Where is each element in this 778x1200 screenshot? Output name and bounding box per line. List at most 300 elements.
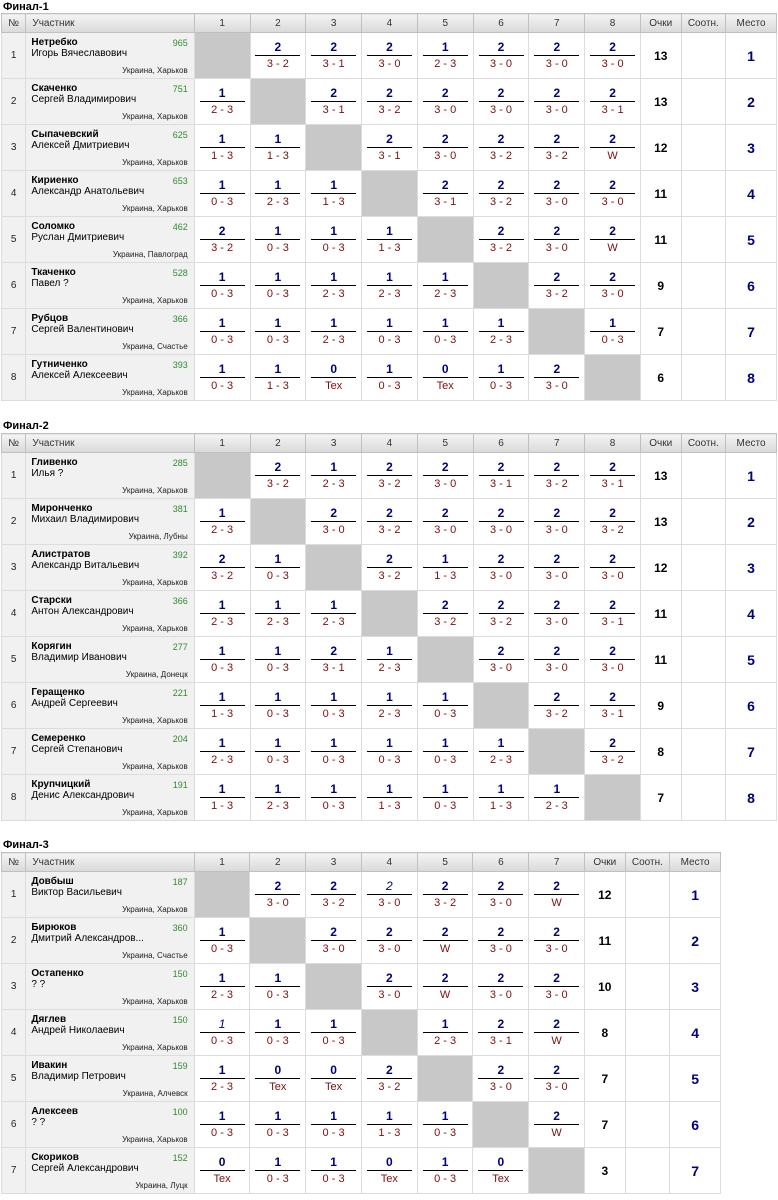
header-points: Очки [585, 853, 626, 872]
match-points: 1 [200, 506, 245, 522]
match-cell[interactable] [361, 872, 417, 918]
player-last-name[interactable]: Ткаченко [31, 267, 76, 278]
player-rating: 381 [172, 504, 188, 514]
match-points: 2 [367, 460, 412, 476]
match-cell[interactable] [361, 1148, 417, 1194]
match-score: 0 - 3 [322, 1172, 345, 1185]
final-place: 3 [726, 125, 777, 171]
match-cell[interactable] [417, 309, 473, 355]
ratio-cell [681, 453, 726, 499]
match-score: 3 - 0 [322, 523, 345, 536]
match-cell[interactable] [362, 637, 418, 683]
match-cell[interactable] [473, 453, 529, 499]
match-cell[interactable] [529, 872, 585, 918]
match-result [534, 178, 579, 209]
player-last-name[interactable]: Ивакин [31, 1060, 68, 1071]
match-cell[interactable] [306, 683, 362, 729]
header-opponent-6: 6 [473, 853, 529, 872]
match-cell[interactable] [250, 775, 306, 821]
match-cell[interactable] [417, 872, 473, 918]
match-cell[interactable] [473, 637, 529, 683]
player-city: Украина, Харьков [122, 388, 188, 397]
player-cell [26, 1010, 194, 1056]
match-cell[interactable] [473, 729, 529, 775]
row-number: 6 [2, 263, 26, 309]
match-cell[interactable] [194, 171, 250, 217]
header-opponent-7: 7 [529, 14, 585, 33]
match-cell[interactable] [417, 125, 473, 171]
match-cell[interactable] [529, 1102, 585, 1148]
match-points: 1 [311, 1109, 356, 1125]
match-score: 3 - 0 [490, 57, 513, 70]
final-place: 5 [670, 1056, 721, 1102]
match-points: 1 [311, 270, 356, 286]
match-cell[interactable] [250, 964, 306, 1010]
match-cell[interactable] [361, 1102, 417, 1148]
match-score: 0 - 3 [434, 333, 457, 346]
match-result [367, 224, 412, 255]
match-result [311, 690, 356, 721]
player-last-name[interactable]: Соломко [31, 221, 76, 232]
header-points: Очки [640, 14, 681, 33]
match-points: 2 [534, 362, 579, 378]
self-match-cell [306, 964, 362, 1010]
match-cell[interactable] [417, 171, 473, 217]
match-cell[interactable] [250, 309, 306, 355]
match-cell[interactable] [529, 33, 585, 79]
match-cell[interactable] [194, 217, 250, 263]
match-cell[interactable] [306, 79, 362, 125]
match-cell[interactable] [417, 591, 473, 637]
match-cell[interactable] [250, 872, 306, 918]
match-cell[interactable] [417, 453, 473, 499]
player-first-name: Александр Витальевич [31, 560, 140, 571]
match-points: 2 [479, 86, 524, 102]
match-score: 0 - 3 [266, 333, 289, 346]
match-cell[interactable] [529, 1056, 585, 1102]
player-last-name[interactable]: Семеренко [31, 733, 86, 744]
table-row [2, 637, 777, 683]
match-score: 2 - 3 [211, 1080, 234, 1093]
match-cell[interactable] [362, 499, 418, 545]
match-cell[interactable] [194, 545, 250, 591]
match-cell[interactable] [417, 729, 473, 775]
match-points: 1 [367, 690, 412, 706]
match-points: 1 [311, 690, 356, 706]
match-cell[interactable] [194, 637, 250, 683]
match-score: 2 - 3 [322, 333, 345, 346]
results-table-final-1 [1, 13, 777, 401]
match-cell[interactable] [250, 683, 306, 729]
player-last-name[interactable]: Алексеев [31, 1106, 79, 1117]
match-cell[interactable] [306, 263, 362, 309]
match-cell[interactable] [585, 637, 641, 683]
match-cell[interactable] [529, 545, 585, 591]
match-cell[interactable] [306, 171, 362, 217]
match-result [255, 40, 300, 71]
match-points: 2 [479, 224, 524, 240]
match-cell[interactable] [529, 171, 585, 217]
match-result [423, 1017, 468, 1048]
match-cell[interactable] [417, 683, 473, 729]
match-cell[interactable] [361, 1056, 417, 1102]
match-cell[interactable] [362, 545, 418, 591]
player-last-name[interactable]: Остапенко [31, 968, 84, 979]
match-points: 1 [367, 644, 412, 660]
match-cell[interactable] [529, 1010, 585, 1056]
match-cell[interactable] [417, 33, 473, 79]
ratio-cell [681, 79, 726, 125]
match-cell[interactable] [250, 591, 306, 637]
match-points: 1 [200, 971, 245, 987]
match-cell[interactable] [194, 1056, 250, 1102]
match-cell[interactable] [362, 33, 418, 79]
player-last-name[interactable]: Гливенко [31, 457, 78, 468]
match-cell[interactable] [529, 79, 585, 125]
match-points: 1 [423, 552, 468, 568]
match-score: 3 - 0 [545, 195, 568, 208]
match-score: 0 - 3 [601, 333, 624, 346]
match-cell[interactable] [473, 872, 529, 918]
match-cell[interactable] [417, 263, 473, 309]
match-result [255, 460, 300, 491]
match-cell[interactable] [306, 217, 362, 263]
total-points: 9 [640, 263, 681, 309]
match-cell[interactable] [529, 683, 585, 729]
match-cell[interactable] [306, 1010, 362, 1056]
match-points: 2 [367, 40, 412, 56]
player-city: Украина, Павлоград [112, 250, 188, 259]
match-cell[interactable] [362, 79, 418, 125]
match-result [311, 224, 356, 255]
player-last-name[interactable]: Алистратов [31, 549, 91, 560]
player-last-name[interactable]: Бирюков [31, 922, 77, 933]
match-score: 2 - 3 [490, 333, 513, 346]
player-rating: 462 [172, 222, 188, 232]
match-score: 3 - 2 [601, 523, 624, 536]
match-cell[interactable] [194, 918, 250, 964]
match-cell[interactable] [585, 453, 641, 499]
match-cell[interactable] [362, 125, 418, 171]
row-number: 6 [2, 683, 26, 729]
match-cell[interactable] [194, 1102, 250, 1148]
final-place: 1 [670, 872, 721, 918]
player-last-name[interactable]: Кириенко [31, 175, 79, 186]
player-last-name[interactable]: Довбыш [31, 876, 74, 887]
match-points: 2 [479, 552, 524, 568]
match-cell[interactable] [585, 729, 641, 775]
match-cell[interactable] [362, 729, 418, 775]
match-cell[interactable] [306, 355, 362, 401]
header-opponent-1: 1 [194, 14, 250, 33]
match-cell[interactable] [585, 263, 641, 309]
ratio-cell [681, 309, 726, 355]
match-cell[interactable] [473, 355, 529, 401]
match-points: 2 [534, 598, 579, 614]
player-last-name[interactable]: Нетребко [31, 37, 78, 48]
match-result [367, 460, 412, 491]
match-score: 0 - 3 [211, 379, 234, 392]
player-last-name[interactable]: Геращенко [31, 687, 85, 698]
match-result [534, 1109, 579, 1140]
match-score: 0 - 3 [322, 1034, 345, 1047]
player-last-name[interactable]: Крупчицкий [31, 779, 91, 790]
match-cell[interactable] [473, 33, 529, 79]
match-cell[interactable] [473, 545, 529, 591]
match-score: W [551, 896, 562, 909]
match-points: 2 [479, 506, 524, 522]
match-cell[interactable] [473, 309, 529, 355]
match-cell[interactable] [417, 964, 473, 1010]
match-cell[interactable] [306, 872, 362, 918]
match-cell[interactable] [194, 79, 250, 125]
match-cell[interactable] [585, 545, 641, 591]
match-cell[interactable] [306, 33, 362, 79]
match-cell[interactable] [473, 591, 529, 637]
match-cell[interactable] [250, 125, 306, 171]
player-last-name[interactable]: Скаченко [31, 83, 78, 94]
match-result [255, 1109, 300, 1140]
match-score: W [551, 1034, 562, 1047]
match-cell[interactable] [585, 217, 641, 263]
match-points: 2 [534, 1109, 579, 1125]
match-cell[interactable] [473, 125, 529, 171]
match-cell[interactable] [529, 964, 585, 1010]
match-cell[interactable] [473, 964, 529, 1010]
match-cell[interactable] [194, 964, 250, 1010]
ratio-cell [625, 872, 670, 918]
match-cell[interactable] [473, 1056, 529, 1102]
match-cell[interactable] [250, 453, 306, 499]
match-cell[interactable] [417, 775, 473, 821]
row-number: 1 [2, 33, 26, 79]
match-cell[interactable] [306, 499, 362, 545]
final-place: 3 [726, 545, 777, 591]
player-last-name[interactable]: Скориков [31, 1152, 79, 1163]
match-cell[interactable] [194, 1148, 250, 1194]
match-score: 0 - 3 [378, 379, 401, 392]
match-cell[interactable] [362, 683, 418, 729]
match-cell[interactable] [306, 775, 362, 821]
match-cell[interactable] [362, 355, 418, 401]
total-points: 11 [585, 918, 626, 964]
match-cell[interactable] [417, 1010, 473, 1056]
match-cell[interactable] [306, 309, 362, 355]
match-result [200, 598, 245, 629]
match-cell[interactable] [250, 545, 306, 591]
match-cell[interactable] [250, 263, 306, 309]
match-result [423, 86, 468, 117]
match-cell[interactable] [473, 1148, 529, 1194]
match-result [255, 690, 300, 721]
match-cell[interactable] [529, 125, 585, 171]
match-cell[interactable] [250, 33, 306, 79]
match-score: 3 - 1 [601, 707, 624, 720]
match-cell[interactable] [306, 637, 362, 683]
match-cell[interactable] [585, 683, 641, 729]
match-result [534, 132, 579, 163]
match-points: 1 [311, 178, 356, 194]
match-cell[interactable] [417, 79, 473, 125]
total-points: 12 [640, 125, 681, 171]
match-result [255, 1017, 300, 1048]
table-header-row [2, 14, 777, 33]
match-points: 2 [423, 506, 468, 522]
player-rating: 393 [172, 360, 188, 370]
match-cell[interactable] [194, 499, 250, 545]
self-match-cell [306, 125, 362, 171]
match-result [200, 178, 245, 209]
header-opponent-1: 1 [194, 853, 250, 872]
match-cell[interactable] [529, 591, 585, 637]
match-cell[interactable] [417, 1102, 473, 1148]
match-result [478, 971, 523, 1002]
match-cell[interactable] [194, 591, 250, 637]
match-cell[interactable] [473, 499, 529, 545]
match-cell[interactable] [194, 125, 250, 171]
match-cell[interactable] [529, 775, 585, 821]
match-cell[interactable] [361, 918, 417, 964]
player-last-name[interactable]: Сыпачевский [31, 129, 99, 140]
player-last-name[interactable]: Рубцов [31, 313, 69, 324]
match-result [200, 270, 245, 301]
player-last-name[interactable]: Старски [31, 595, 72, 606]
match-cell[interactable] [306, 1148, 362, 1194]
match-cell[interactable] [473, 1010, 529, 1056]
match-cell[interactable] [417, 1148, 473, 1194]
match-result [367, 506, 412, 537]
self-match-cell [362, 171, 418, 217]
match-cell[interactable] [473, 171, 529, 217]
match-cell[interactable] [417, 918, 473, 964]
header-opponent-6: 6 [473, 14, 529, 33]
player-last-name[interactable]: Миронченко [31, 503, 93, 514]
match-cell[interactable] [250, 1056, 306, 1102]
table-row [2, 79, 777, 125]
match-cell[interactable] [473, 918, 529, 964]
match-cell[interactable] [306, 591, 362, 637]
match-cell[interactable] [417, 355, 473, 401]
match-cell[interactable] [529, 217, 585, 263]
player-last-name[interactable]: Гутниченко [31, 359, 88, 370]
match-cell[interactable] [529, 637, 585, 683]
match-cell[interactable] [417, 545, 473, 591]
match-points: 1 [200, 1063, 245, 1079]
match-cell[interactable] [362, 263, 418, 309]
match-cell[interactable] [585, 309, 641, 355]
match-result [534, 971, 579, 1002]
match-cell[interactable] [250, 1010, 306, 1056]
match-cell[interactable] [585, 171, 641, 217]
match-cell[interactable] [362, 775, 418, 821]
match-points: 2 [200, 552, 245, 568]
self-match-cell [529, 309, 585, 355]
match-cell[interactable] [585, 33, 641, 79]
table-header-row [2, 434, 777, 453]
match-result [423, 736, 468, 767]
match-score: 0 - 3 [322, 799, 345, 812]
match-points: 2 [311, 644, 356, 660]
match-cell[interactable] [250, 1148, 306, 1194]
match-cell[interactable] [194, 263, 250, 309]
final-place: 7 [670, 1148, 721, 1194]
match-cell[interactable] [362, 309, 418, 355]
table-row [2, 591, 777, 637]
match-cell[interactable] [529, 355, 585, 401]
match-score: 2 - 3 [434, 1034, 457, 1047]
player-last-name[interactable]: Корягин [31, 641, 72, 652]
match-cell[interactable] [473, 79, 529, 125]
match-cell[interactable] [306, 918, 362, 964]
match-cell[interactable] [194, 775, 250, 821]
match-points: 2 [534, 460, 579, 476]
match-cell[interactable] [250, 355, 306, 401]
ratio-cell [681, 33, 726, 79]
match-cell[interactable] [473, 217, 529, 263]
player-city: Украина, Харьков [122, 997, 188, 1006]
match-result [534, 40, 579, 71]
match-cell[interactable] [194, 355, 250, 401]
match-result [423, 506, 468, 537]
match-points: 1 [200, 270, 245, 286]
match-cell[interactable] [306, 1102, 362, 1148]
table-row [2, 1010, 721, 1056]
match-cell[interactable] [194, 1010, 250, 1056]
match-cell[interactable] [362, 217, 418, 263]
match-cell[interactable] [473, 775, 529, 821]
match-cell[interactable] [194, 729, 250, 775]
match-cell[interactable] [250, 637, 306, 683]
match-cell[interactable] [585, 499, 641, 545]
match-cell[interactable] [362, 453, 418, 499]
match-cell[interactable] [585, 125, 641, 171]
match-cell[interactable] [529, 453, 585, 499]
match-cell[interactable] [585, 79, 641, 125]
match-result [311, 178, 356, 209]
match-cell[interactable] [306, 453, 362, 499]
match-cell[interactable] [361, 964, 417, 1010]
match-score: 1 - 3 [266, 149, 289, 162]
match-cell[interactable] [194, 309, 250, 355]
match-points: 1 [367, 736, 412, 752]
player-cell [26, 872, 194, 918]
match-cell[interactable] [585, 591, 641, 637]
match-cell[interactable] [250, 729, 306, 775]
match-cell[interactable] [529, 499, 585, 545]
ratio-cell [625, 1102, 670, 1148]
match-cell[interactable] [529, 263, 585, 309]
match-cell[interactable] [250, 1102, 306, 1148]
final-place: 3 [670, 964, 721, 1010]
match-score: 3 - 0 [601, 195, 624, 208]
match-cell[interactable] [194, 683, 250, 729]
match-cell[interactable] [250, 171, 306, 217]
match-score: 3 - 1 [434, 195, 457, 208]
match-points: 1 [255, 1109, 300, 1125]
match-cell[interactable] [306, 1056, 362, 1102]
match-points: 2 [311, 86, 356, 102]
match-cell[interactable] [250, 217, 306, 263]
match-cell[interactable] [306, 729, 362, 775]
match-points: 2 [534, 270, 579, 286]
ratio-cell [681, 637, 726, 683]
match-points: 2 [479, 40, 524, 56]
match-cell[interactable] [417, 499, 473, 545]
player-last-name[interactable]: Дяглев [31, 1014, 67, 1025]
match-cell[interactable] [529, 918, 585, 964]
table-row [2, 171, 777, 217]
match-result [478, 1155, 523, 1186]
